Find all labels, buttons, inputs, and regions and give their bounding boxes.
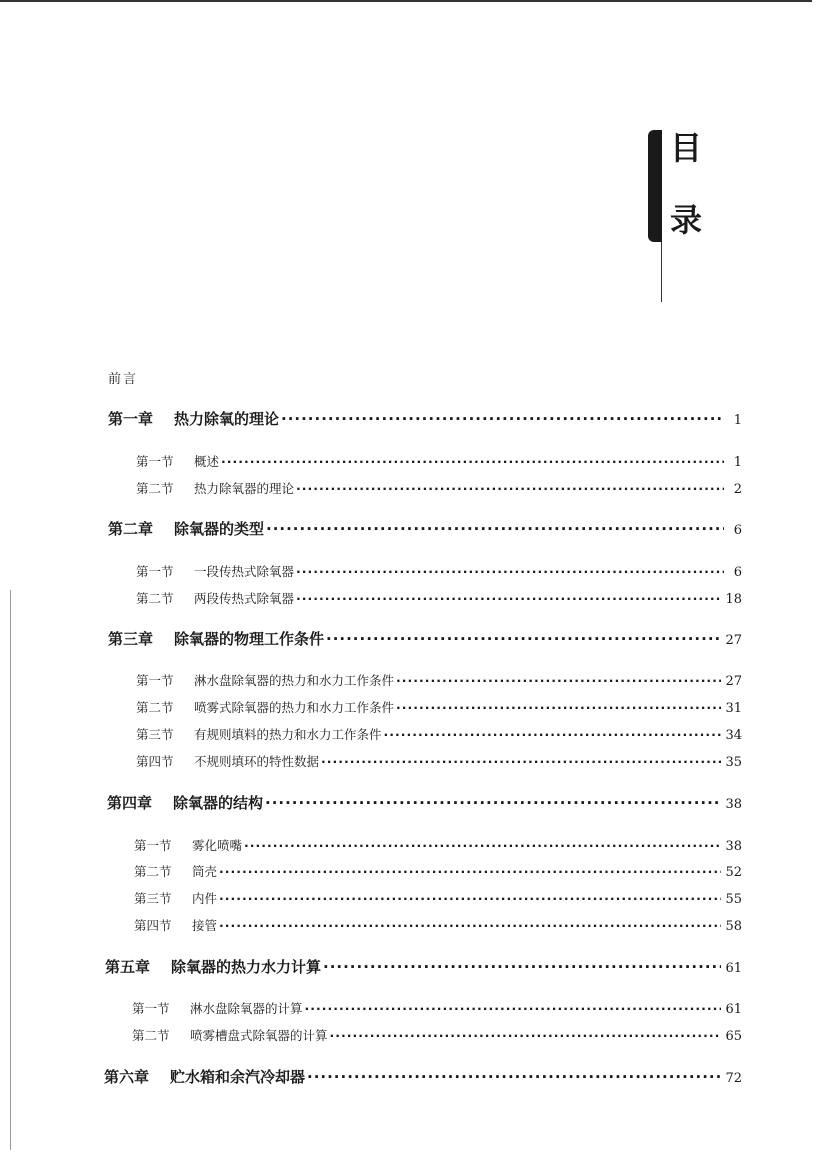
heading-bar-decoration xyxy=(648,130,662,242)
chapter-title: 贮水箱和余汽冷却器 xyxy=(170,1068,306,1086)
toc-section-3-4 xyxy=(136,752,742,770)
toc-chapter-4 xyxy=(107,792,742,813)
page-number: 6 xyxy=(733,523,742,538)
dot-leader xyxy=(244,838,721,853)
section-number: 第四节 xyxy=(134,918,172,933)
section-number: 第一节 xyxy=(136,673,174,688)
chapter-number: 第二章 xyxy=(108,520,154,538)
section-number: 第二节 xyxy=(134,864,172,879)
heading-char-1: 目 xyxy=(670,129,703,167)
page-number: 61 xyxy=(725,1002,742,1017)
dot-leader xyxy=(266,520,724,538)
section-number: 第一节 xyxy=(136,454,174,469)
heading-char-2: 录 xyxy=(670,201,703,239)
section-title: 热力除氧器的理论 xyxy=(194,481,295,496)
section-title: 有规则填料的热力和水力工作条件 xyxy=(194,727,382,742)
chapter-number: 第四章 xyxy=(107,794,153,812)
chapter-number: 第六章 xyxy=(104,1068,150,1086)
section-title: 雾化喷嘴 xyxy=(192,838,243,853)
chapter-title: 除氧器的结构 xyxy=(173,794,264,812)
section-title: 喷雾式除氧器的热力和水力工作条件 xyxy=(194,700,395,715)
toc-chapter-5 xyxy=(105,956,742,977)
section-number: 第三节 xyxy=(136,727,174,742)
dot-leader xyxy=(321,754,721,769)
toc-section-5-2 xyxy=(132,1026,742,1044)
section-title: 筒壳 xyxy=(192,864,218,879)
chapter-title: 热力除氧的理论 xyxy=(174,410,280,428)
dot-leader xyxy=(221,454,724,469)
page-number: 2 xyxy=(733,482,742,497)
dot-leader xyxy=(296,564,724,579)
toc-section-1-2 xyxy=(136,479,742,497)
dot-leader xyxy=(330,1028,722,1043)
section-number: 第四节 xyxy=(136,754,174,769)
dot-leader xyxy=(307,1068,721,1086)
section-number: 第二节 xyxy=(136,700,174,715)
toc-section-4-3 xyxy=(134,889,742,907)
toc-chapter-1 xyxy=(108,408,742,429)
page-number: 27 xyxy=(725,674,742,689)
toc-section-3-3 xyxy=(136,725,742,743)
section-number: 第一节 xyxy=(132,1001,170,1016)
page-number: 52 xyxy=(725,865,742,880)
page-number: 6 xyxy=(733,565,742,580)
section-title: 两段传热式除氧器 xyxy=(194,591,295,606)
dot-leader xyxy=(384,727,722,742)
toc-section-3-2 xyxy=(136,698,742,716)
page-number: 27 xyxy=(725,633,742,648)
dot-leader xyxy=(396,673,721,688)
section-number: 第二节 xyxy=(132,1028,170,1043)
section-number: 第二节 xyxy=(136,481,174,496)
section-title: 接管 xyxy=(192,918,218,933)
section-title: 淋水盘除氧器的计算 xyxy=(190,1001,303,1016)
page-number: 58 xyxy=(725,919,742,934)
page-number: 61 xyxy=(725,961,742,976)
toc-chapter-2 xyxy=(108,518,742,539)
toc-heading xyxy=(646,126,716,306)
page-number: 65 xyxy=(725,1029,742,1044)
toc-section-3-1 xyxy=(136,671,742,689)
section-title: 淋水盘除氧器的热力和水力工作条件 xyxy=(194,673,395,688)
preface-entry: 前言 xyxy=(108,372,139,387)
section-number: 第一节 xyxy=(134,838,172,853)
chapter-number: 第三章 xyxy=(108,630,154,648)
page-number: 1 xyxy=(733,455,742,470)
dot-leader xyxy=(265,794,721,812)
section-title: 一段传热式除氧器 xyxy=(194,564,295,579)
dot-leader xyxy=(281,410,724,428)
binding-edge-line xyxy=(10,590,11,1150)
dot-leader xyxy=(326,630,721,648)
dot-leader xyxy=(219,891,721,906)
toc-section-2-2 xyxy=(136,589,742,607)
section-number: 第一节 xyxy=(136,564,174,579)
dot-leader xyxy=(219,918,721,933)
dot-leader xyxy=(219,864,721,879)
page-number: 35 xyxy=(725,755,742,770)
page-number: 18 xyxy=(725,592,742,607)
page-number: 55 xyxy=(725,892,742,907)
chapter-title: 除氧器的热力水力计算 xyxy=(171,958,322,976)
page-number: 38 xyxy=(725,839,742,854)
section-number: 第三节 xyxy=(134,891,172,906)
page-number: 38 xyxy=(725,797,742,812)
toc-chapter-3 xyxy=(108,628,742,649)
page-number: 72 xyxy=(725,1071,742,1086)
chapter-number: 第一章 xyxy=(108,410,154,428)
toc-section-1-1 xyxy=(136,452,742,470)
top-rule xyxy=(0,0,812,2)
dot-leader xyxy=(296,481,724,496)
section-title: 喷雾槽盘式除氧器的计算 xyxy=(190,1028,328,1043)
section-number: 第二节 xyxy=(136,591,174,606)
dot-leader xyxy=(305,1001,722,1016)
dot-leader xyxy=(323,958,721,976)
toc-section-4-2 xyxy=(134,862,742,880)
page-number: 1 xyxy=(733,413,742,428)
toc-section-4-4 xyxy=(134,916,742,934)
dot-leader xyxy=(296,591,721,606)
toc-section-2-1 xyxy=(136,562,742,580)
section-title: 内件 xyxy=(192,891,218,906)
toc-section-4-1 xyxy=(134,836,742,854)
page-number: 31 xyxy=(725,701,742,716)
toc-chapter-6 xyxy=(104,1066,742,1087)
chapter-number: 第五章 xyxy=(105,958,151,976)
section-title: 不规则填环的特性数据 xyxy=(194,754,320,769)
toc-section-5-1 xyxy=(132,999,742,1017)
dot-leader xyxy=(396,700,721,715)
chapter-title: 除氧器的物理工作条件 xyxy=(174,630,325,648)
page-number: 34 xyxy=(725,728,742,743)
section-title: 概述 xyxy=(194,454,220,469)
chapter-title: 除氧器的类型 xyxy=(174,520,265,538)
heading-line-decoration xyxy=(661,242,662,302)
